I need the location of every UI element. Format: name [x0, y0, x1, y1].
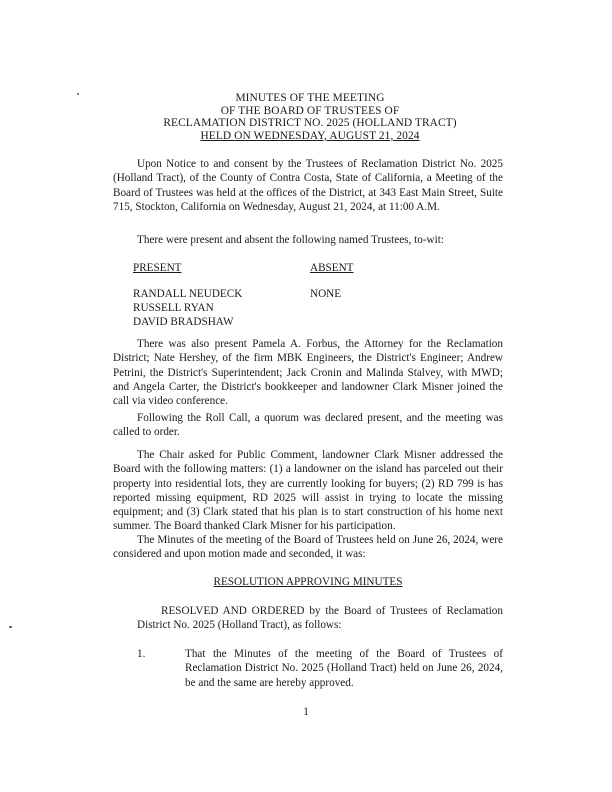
absent-trustee: NONE	[310, 288, 342, 300]
resolution-heading: RESOLUTION APPROVING MINUTES	[213, 576, 403, 588]
roll-call-paragraph: Following the Roll Call, a quorum was declared present, and the meeting was called to order.	[113, 412, 503, 439]
public-comment-paragraph: The Chair asked for Public Comment, landowner Clark Misner addressed the Board with the following matters: (1) a landowner on the island has parceled out their property into residential lots, they are currently looking for buyers; (2) RD 799 is has reported missing equipment, RD 2025 will assist in trying to locate the missing equipment; and (3) Clark stated that his plan is to start construction of his home next summer. The Board thanked Clark Misner for his participation.	[113, 449, 503, 533]
scan-speck	[77, 93, 79, 95]
title-line-3: RECLAMATION DISTRICT NO. 2025 (HOLLAND TRACT)	[163, 117, 457, 130]
present-trustee: RUSSELL RYAN	[133, 302, 214, 314]
present-header: PRESENT	[133, 262, 182, 274]
title-line-2: OF THE BOARD OF TRUSTEES OF	[220, 104, 400, 117]
resolved-paragraph: RESOLVED AND ORDERED by the Board of Trustees of Reclamation District No. 2025 (Holland Tract), as follows:	[137, 605, 503, 632]
resolution-item-number: 1.	[137, 648, 146, 660]
minutes-title	[100, 92, 520, 142]
page-number: 1	[303, 706, 309, 718]
attendance-statement: There were present and absent the following named Trustees, to-wit:	[137, 234, 444, 246]
present-trustee: DAVID BRADSHAW	[133, 316, 234, 328]
title-line-4: HELD ON WEDNESDAY, AUGUST 21, 2024	[200, 129, 420, 142]
resolution-item-text: That the Minutes of the meeting of the Board of Trustees of Reclamation District No. 2025 (Holland Tract) held on June 26, 2024, be and the same are hereby approved.	[185, 648, 503, 689]
absent-header: ABSENT	[310, 262, 354, 274]
present-trustee: RANDALL NEUDECK	[133, 288, 243, 300]
also-present-paragraph: There was also present Pamela A. Forbus, the Attorney for the Reclamation District; Nate Hershey, of the firm MBK Engineers, the District's Engineer; Andrew Petrini, the District's Superintendent; Jack Cronin and Malinda Stalvey, with MWD; and Angela Carter, the District's bookkeeper and landowner Clark Misner joined the call via video conference.	[113, 338, 503, 408]
scan-speck	[9, 626, 12, 628]
intro-paragraph: Upon Notice to and consent by the Trustees of Reclamation District No. 2025 (Holland Tract), of the County of Contra Costa, State of California, a Meeting of the Board of Trustees was held at the offices of the District, at 343 East Main Street, Suite 715, Stockton, California on Wednesday, August 21, 2024, at 11:00 A.M.	[113, 158, 503, 213]
minutes-motion-paragraph: The Minutes of the meeting of the Board of Trustees held on June 26, 2024, were considered and upon motion made and seconded, it was:	[113, 534, 503, 561]
title-line-1: MINUTES OF THE MEETING	[235, 92, 385, 104]
